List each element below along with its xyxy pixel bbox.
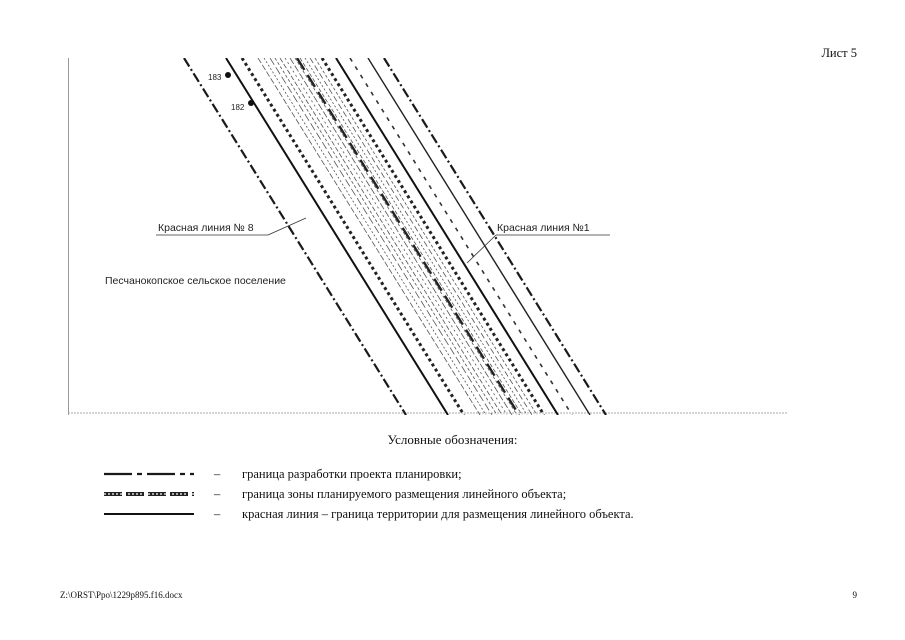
planning-boundary-left <box>184 58 406 415</box>
plan-drawing-svg <box>68 58 788 415</box>
sheet-number: Лист 5 <box>821 46 857 60</box>
zone-boundary-left <box>242 58 464 415</box>
dash-dot-line-symbol <box>104 470 194 478</box>
footer-page-number: 9 <box>852 590 857 600</box>
leader-red-line-8-pointer <box>268 218 306 235</box>
survey-point-183 <box>225 72 231 78</box>
red-line-8 <box>226 58 448 415</box>
red-line-8-label: Красная линия № 8 <box>158 222 254 234</box>
legend-dash: – <box>214 467 221 481</box>
legend-text: граница разработки проекта планировки; <box>242 467 462 481</box>
outer-dashed-line <box>350 58 572 415</box>
survey-point-182 <box>248 100 254 106</box>
solid-line-symbol <box>104 510 194 518</box>
red-line-1-label: Красная линия №1 <box>497 222 590 234</box>
road-hatching <box>258 58 537 415</box>
legend-dash: – <box>214 507 221 521</box>
point-label-182: 182 <box>231 103 245 112</box>
settlement-label: Песчанокопское сельское поселение <box>105 275 286 287</box>
legend-text: красная линия – граница территории для размещения линейного объекта. <box>242 507 634 521</box>
road-centerline <box>297 58 519 415</box>
heavy-dashed-line-symbol <box>104 490 194 498</box>
plan-drawing <box>68 58 788 415</box>
legend-text: граница зоны планируемого размещения линейного объекта; <box>242 487 567 501</box>
footer-file-path: Z:\ORST\Ppo\1229p895.f16.docx <box>60 590 183 600</box>
legend-title: Условные обозначения: <box>387 432 518 447</box>
zone-boundary-right <box>322 58 544 415</box>
point-label-183: 183 <box>208 73 222 82</box>
legend-dash: – <box>214 487 221 501</box>
